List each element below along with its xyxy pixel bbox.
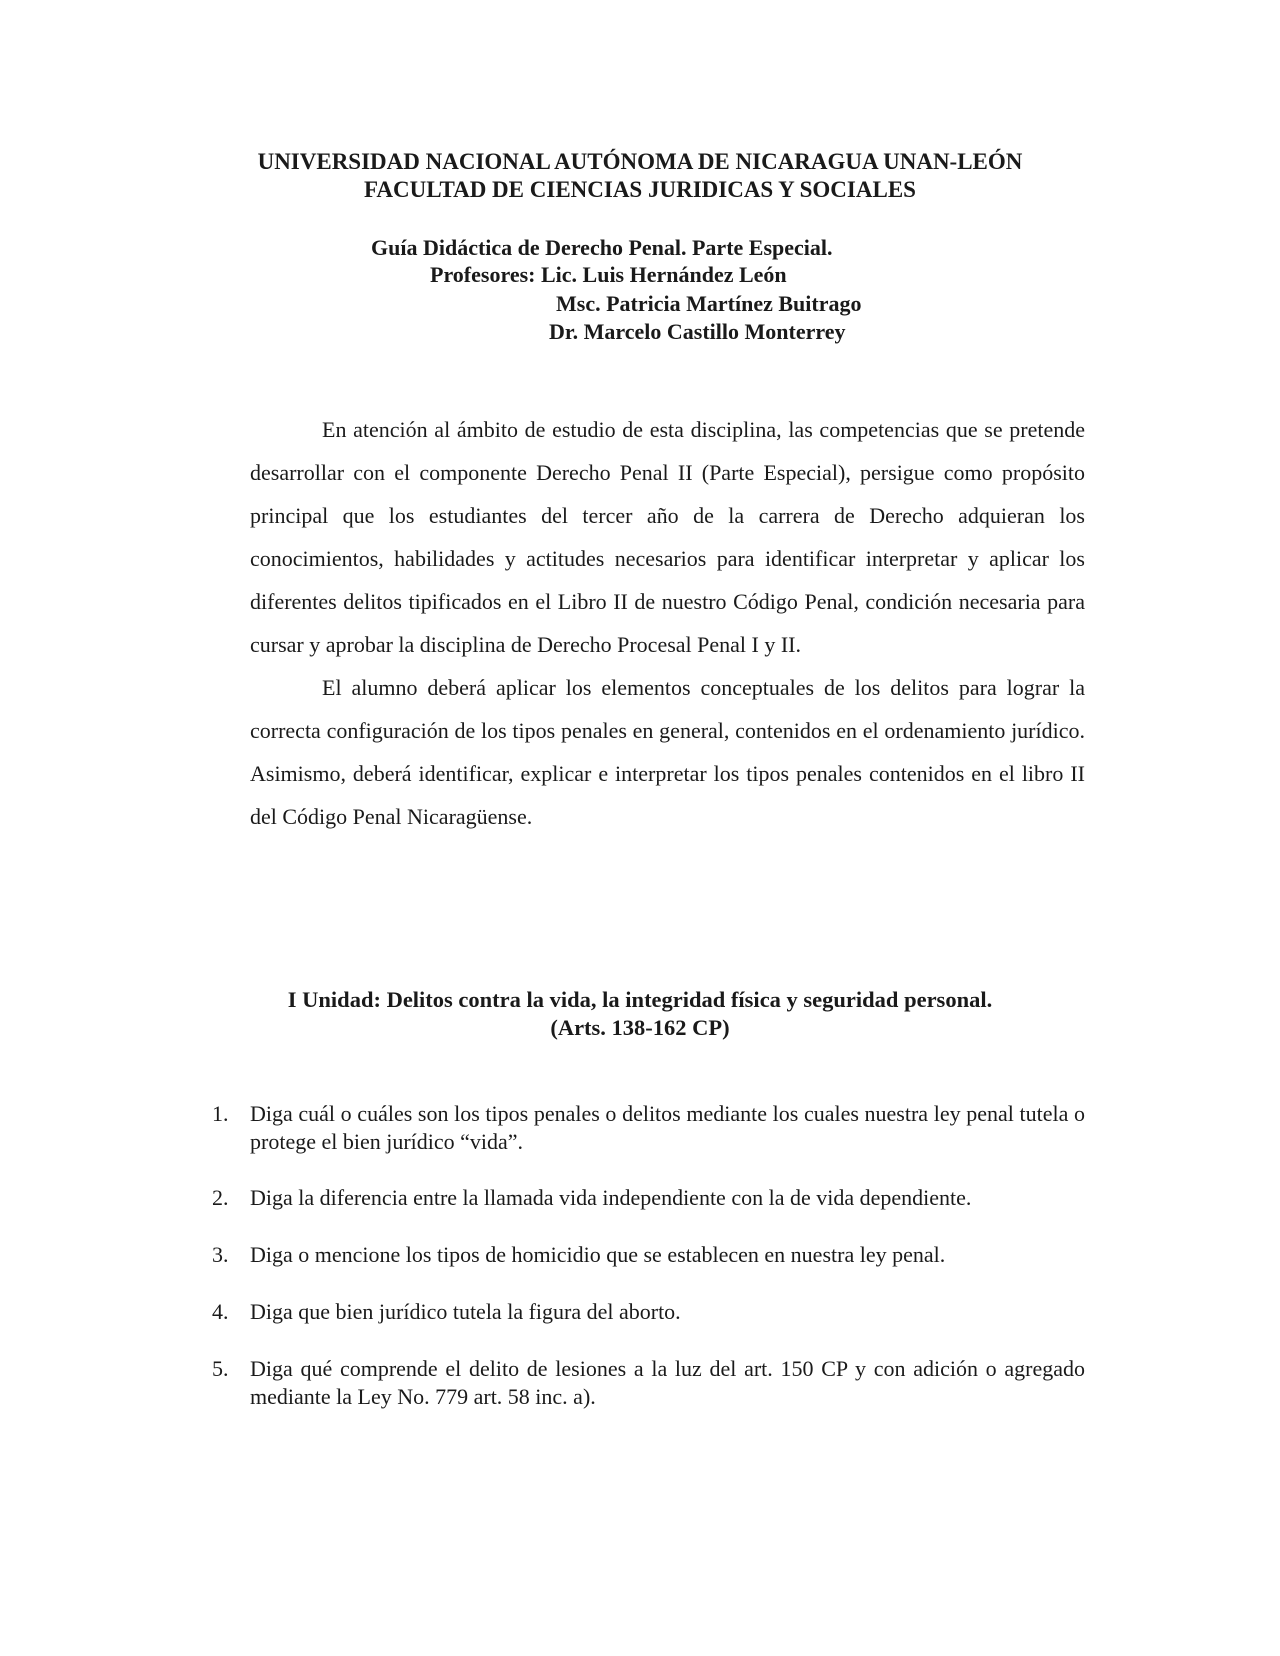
professor-3: Dr. Marcelo Castillo Monterrey [549, 319, 846, 344]
faculty-name: FACULTAD DE CIENCIAS JURIDICAS Y SOCIALES [364, 177, 916, 202]
question-number: 2. [212, 1185, 229, 1210]
unit-articles: (Arts. 138-162 CP) [550, 1015, 730, 1040]
professor-2: Msc. Patricia Martínez Buitrago [556, 291, 862, 316]
university-name: UNIVERSIDAD NACIONAL AUTÓNOMA DE NICARAGUA UNAN-LEÓN [257, 149, 1023, 174]
question-text: Diga cuál o cuáles son los tipos penales o delitos mediante los cuales nuestra ley penal tutela o protege el bien jurídico “vida”. [250, 1101, 1085, 1154]
intro-text [250, 408, 1085, 838]
question-number: 3. [212, 1242, 229, 1267]
intro-paragraph-1: En atención al ámbito de estudio de esta disciplina, las competencias que se pretende desarrollar con el componente Derecho Penal II (Parte Especial), persigue como propósito principal que los estudiantes del tercer año de la carrera de Derecho adquieran los conocimientos, habilidades y actitudes necesarios para identificar interpretar y aplicar los diferentes delitos tipificados en el Libro II de nuestro Código Penal, condición necesaria para cursar y aprobar la disciplina de Derecho Procesal Penal I y II. [250, 417, 1085, 657]
intro-paragraph-2: El alumno deberá aplicar los elementos conceptuales de los delitos para lograr la correcta configuración de los tipos penales en general, contenidos en el ordenamiento jurídico. Asimismo, deberá identificar, explicar e interpretar los tipos penales contenidos en el libro II del Código Penal Nicaragüense. [250, 675, 1085, 829]
question-number: 5. [212, 1356, 229, 1381]
question-number: 4. [212, 1299, 229, 1324]
question-text: Diga la diferencia entre la llamada vida independiente con la de vida dependiente. [250, 1185, 972, 1210]
question-number: 1. [212, 1101, 229, 1126]
unit-title: I Unidad: Delitos contra la vida, la integridad física y seguridad personal. [287, 987, 993, 1012]
question-text: Diga que bien jurídico tutela la figura del aborto. [250, 1299, 681, 1324]
question-text: Diga qué comprende el delito de lesiones a la luz del art. 150 CP y con adición o agregado mediante la Ley No. 779 art. 58 inc. a). [250, 1356, 1085, 1409]
question-text: Diga o mencione los tipos de homicidio que se establecen en nuestra ley penal. [250, 1242, 946, 1267]
guide-title: Guía Didáctica de Derecho Penal. Parte Especial. [371, 235, 833, 260]
professors-label: Profesores: Lic. Luis Hernández León [430, 262, 787, 287]
